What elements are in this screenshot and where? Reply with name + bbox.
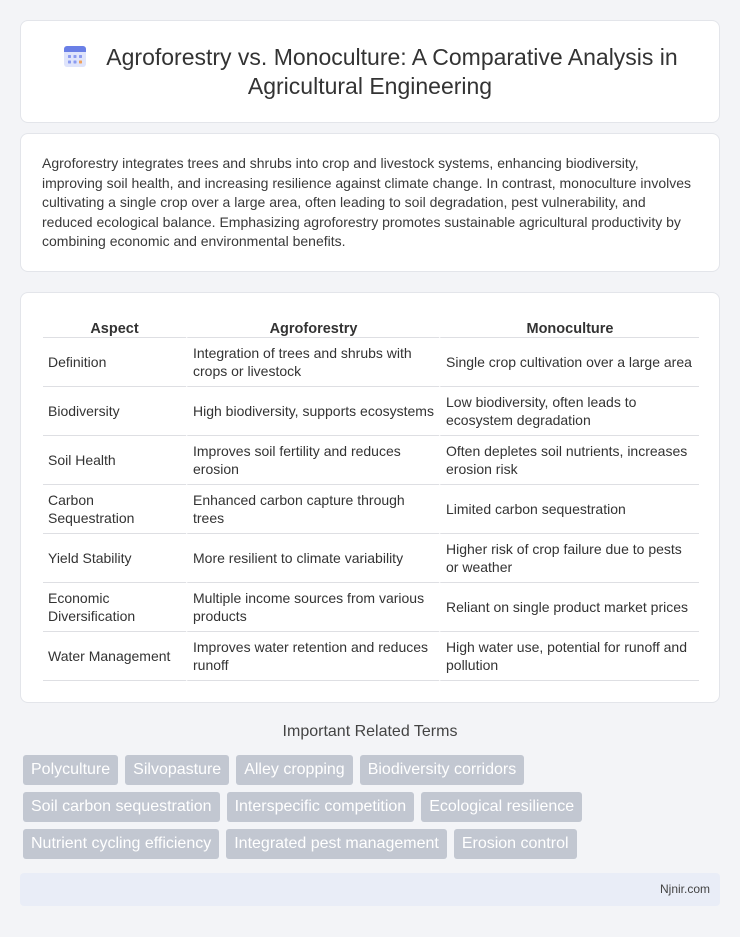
footer (20, 873, 720, 906)
table-row (43, 534, 699, 583)
cell-aspect: Soil Health (43, 436, 186, 485)
header-aspect: Aspect (43, 316, 186, 338)
cell-agroforestry: High biodiversity, supports ecosystems (186, 387, 439, 436)
tag-nutrient-cycling-efficiency[interactable]: Nutrient cycling efficiency (23, 829, 219, 859)
cell-agroforestry: More resilient to climate variability (186, 534, 439, 583)
cell-monoculture: Low biodiversity, often leads to ecosystem degradation (439, 387, 699, 436)
tag-interspecific-competition[interactable]: Interspecific competition (227, 792, 415, 822)
table-header-row (43, 316, 699, 338)
cell-aspect: Water Management (43, 632, 186, 681)
tag-alley-cropping[interactable]: Alley cropping (236, 755, 353, 785)
page-title-row (21, 43, 719, 101)
calendar-icon (62, 43, 88, 69)
table-row (43, 387, 699, 436)
table-row (43, 632, 699, 681)
cell-monoculture: Higher risk of crop failure due to pests or weather (439, 534, 699, 583)
table-row (43, 485, 699, 534)
cell-aspect: Carbon Sequestration (43, 485, 186, 534)
tag-polyculture[interactable]: Polyculture (23, 755, 118, 785)
tag-row (23, 792, 723, 822)
cell-aspect: Yield Stability (43, 534, 186, 583)
cell-monoculture: Often depletes soil nutrients, increases erosion risk (439, 436, 699, 485)
cell-monoculture: Single crop cultivation over a large area (439, 338, 699, 387)
tag-integrated-pest-management[interactable]: Integrated pest management (226, 829, 447, 859)
tag-row (23, 755, 723, 785)
comparison-table (43, 316, 699, 681)
header-agroforestry: Agroforestry (186, 316, 439, 338)
related-terms-title: Important Related Terms (282, 723, 458, 740)
cell-agroforestry: Multiple income sources from various products (186, 583, 439, 632)
cell-aspect: Biodiversity (43, 387, 186, 436)
cell-monoculture: High water use, potential for runoff and pollution (439, 632, 699, 681)
intro-card (20, 133, 720, 272)
cell-monoculture: Reliant on single product market prices (439, 583, 699, 632)
title-card (20, 20, 720, 123)
table-row (43, 338, 699, 387)
tag-biodiversity-corridors[interactable]: Biodiversity corridors (360, 755, 524, 785)
cell-aspect: Economic Diversification (43, 583, 186, 632)
tag-erosion-control[interactable]: Erosion control (454, 829, 577, 859)
cell-agroforestry: Integration of trees and shrubs with crops or livestock (186, 338, 439, 387)
cell-aspect: Definition (43, 338, 186, 387)
table-row (43, 436, 699, 485)
page-title: Agroforestry vs. Monoculture: A Comparative Analysis in Agricultural Engineering (106, 44, 678, 99)
tag-soil-carbon-sequestration[interactable]: Soil carbon sequestration (23, 792, 220, 822)
intro-paragraph: Agroforestry integrates trees and shrubs into crop and livestock systems, enhancing biodiversity, improving soil health, and increasing resilience against climate change. In contrast, monoculture involves cultivating a single crop over a large area, often leading to soil degradation, pest vulnerability, and reduced ecological balance. Emphasizing agroforestry promotes sustainable agricultural productivity by combining economic and environmental benefits. (42, 155, 692, 249)
comparison-table-card (20, 292, 720, 703)
cell-agroforestry: Improves water retention and reduces runoff (186, 632, 439, 681)
tag-ecological-resilience[interactable]: Ecological resilience (421, 792, 582, 822)
tag-row (23, 829, 723, 859)
table-row (43, 583, 699, 632)
cell-monoculture: Limited carbon sequestration (439, 485, 699, 534)
cell-agroforestry: Enhanced carbon capture through trees (186, 485, 439, 534)
cell-agroforestry: Improves soil fertility and reduces erosion (186, 436, 439, 485)
header-monoculture: Monoculture (439, 316, 699, 338)
related-terms-tags (23, 755, 723, 866)
footer-site-link[interactable]: Njnir.com (659, 882, 710, 896)
tag-silvopasture[interactable]: Silvopasture (125, 755, 229, 785)
